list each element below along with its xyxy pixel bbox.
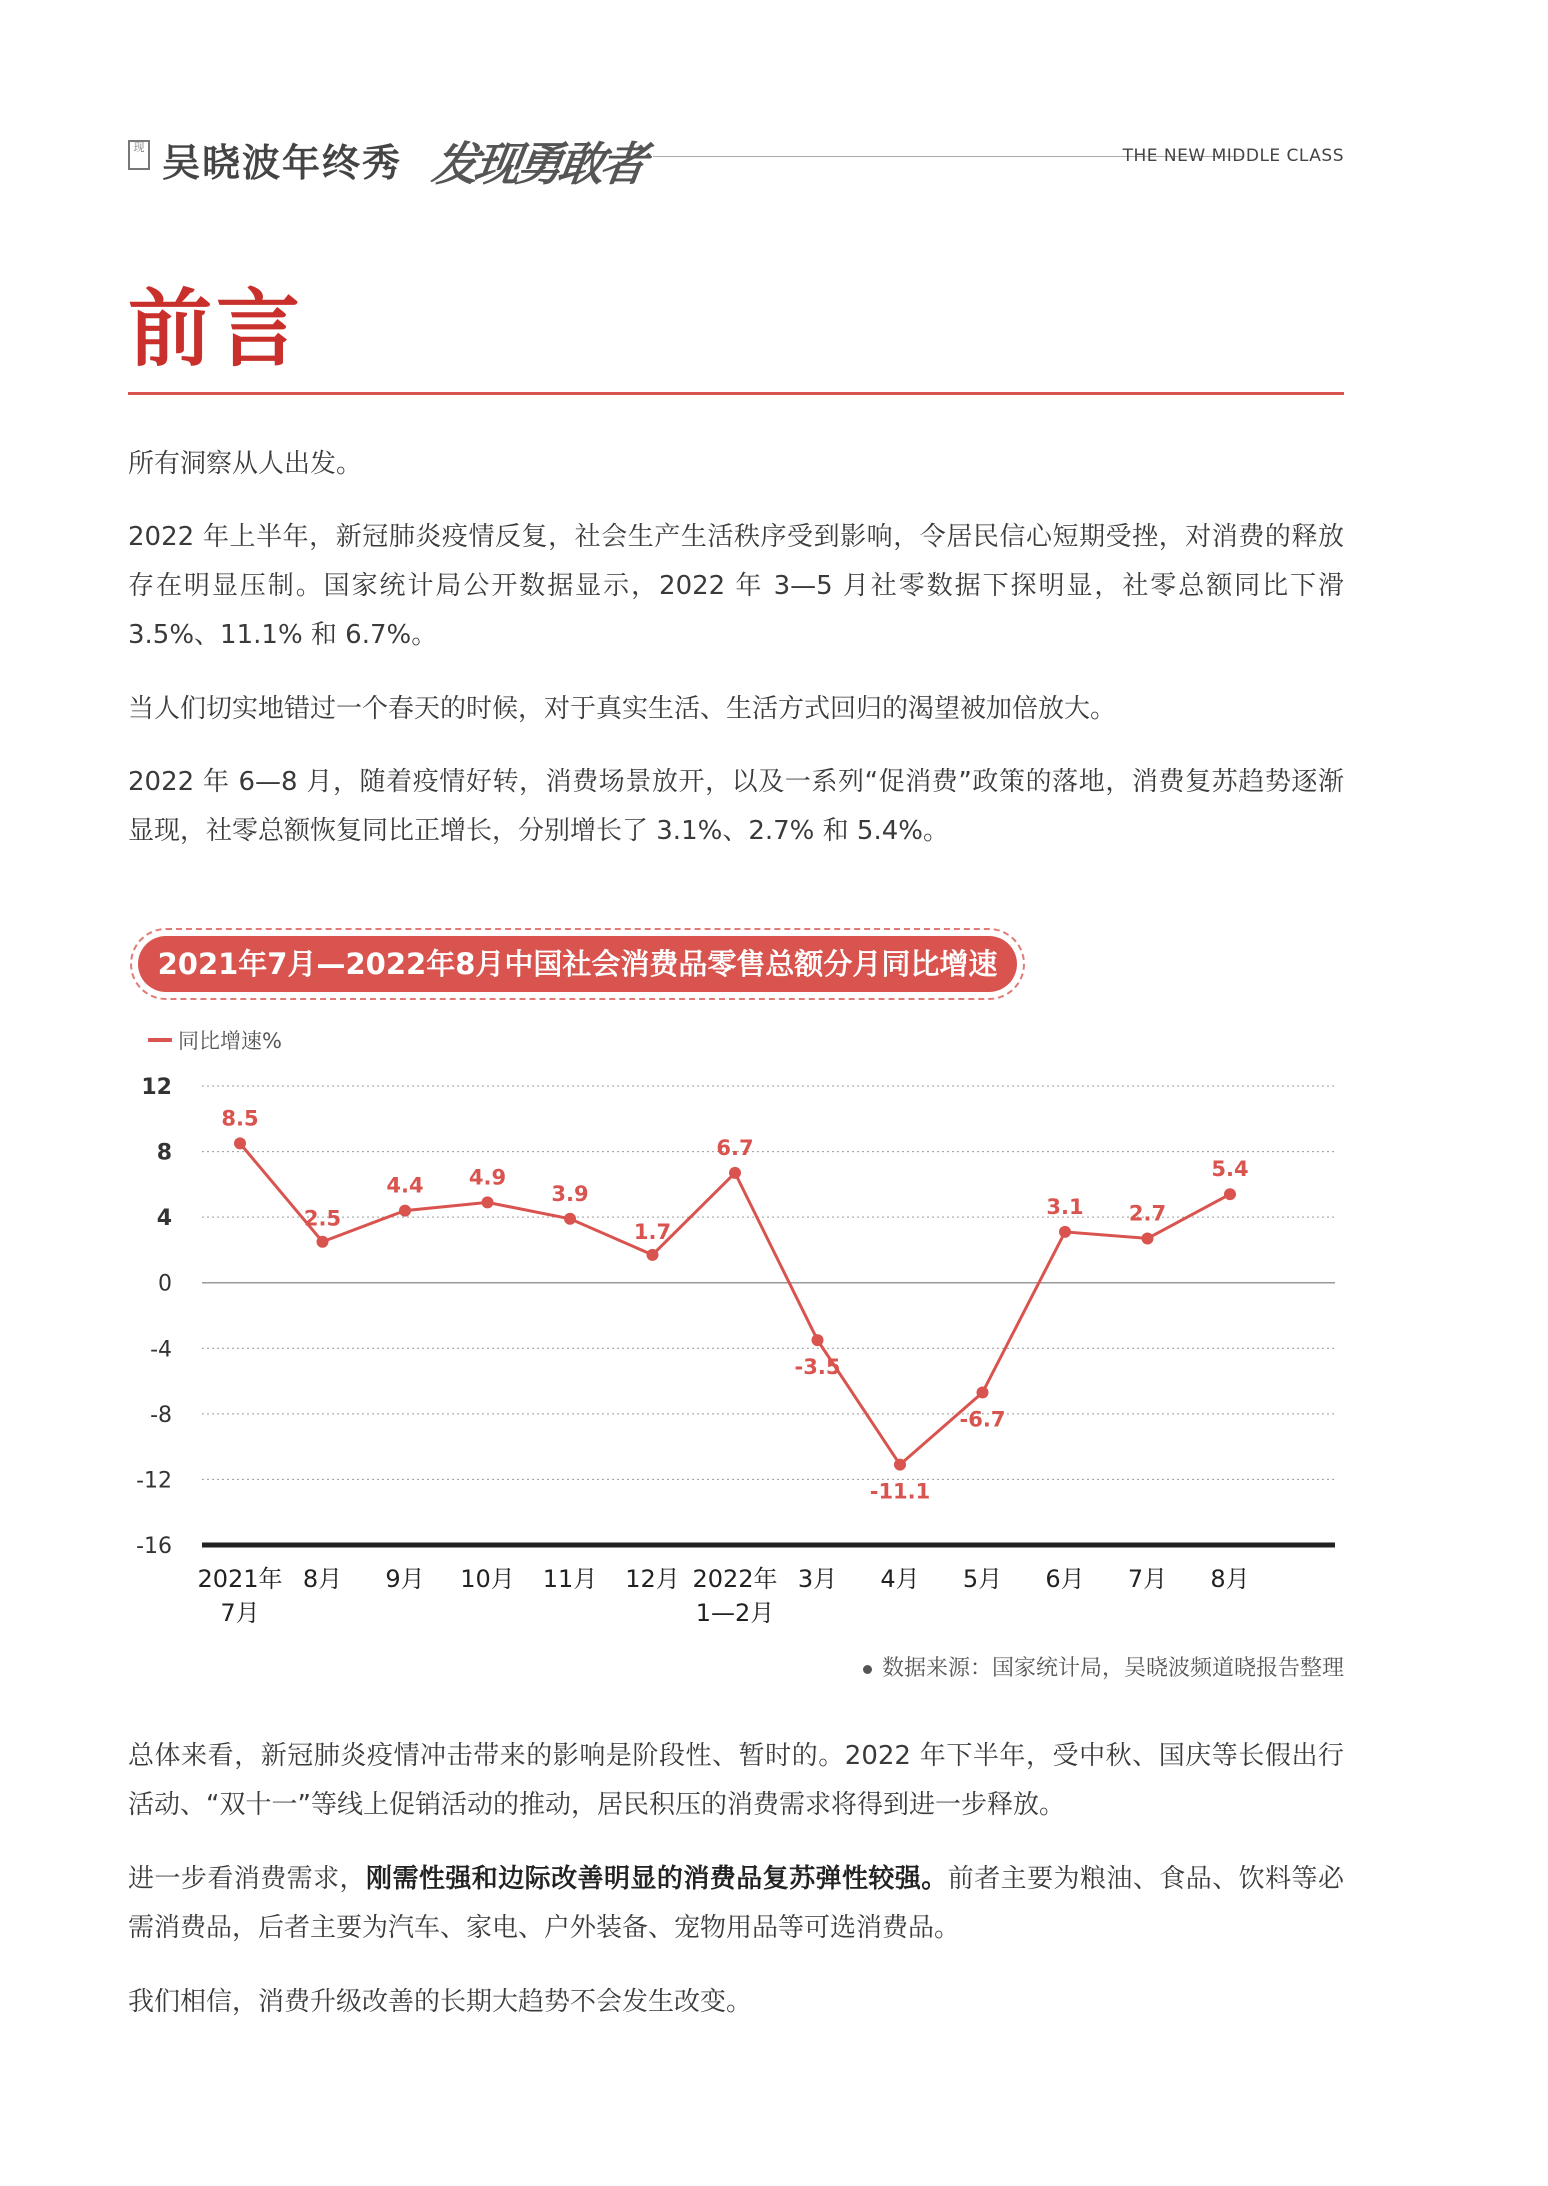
data-point [234,1137,246,1149]
x-tick-label: 4月 [880,1565,920,1593]
demand-intro: 进一步看消费需求， [128,1864,366,1894]
data-point [1224,1188,1236,1200]
x-tick-label: 10月 [460,1565,515,1593]
data-label: 8.5 [221,1106,259,1131]
x-tick-label: 2021年 [197,1565,283,1593]
x-tick-label: 3月 [797,1565,838,1593]
y-tick-label: 0 [158,1271,172,1297]
data-label: 5.4 [1211,1157,1249,1182]
y-tick-label: 4 [156,1206,172,1232]
bullet-icon [863,1665,872,1674]
paragraph-demand [128,1855,1344,1953]
data-label: 3.1 [1046,1194,1084,1219]
paragraph-intro: 所有洞察从人出发。 [128,449,363,479]
data-point [482,1196,494,1208]
data-point [812,1334,824,1346]
y-tick-label: -4 [150,1337,172,1363]
data-label: 6.7 [716,1135,754,1160]
header-english-tagline: THE NEW MIDDLE CLASS [1122,146,1344,166]
paragraph-recovery: 2022 年 6—8 月，随着疫情好转，消费场景放开，以及一系列“促消费”政策的落地，消费复苏趋势逐渐显现，社零总额恢复同比正增长，分别增长了 3.1%、2.7% 和 5.4%。 [128,767,1344,846]
paragraph-first-half: 2022 年上半年，新冠肺炎疫情反复，社会生产生活秩序受到影响，令居民信心短期受挫，对消费的释放存在明显压制。国家统计局公开数据显示，2022 年 3—5 月社零数据下探明显，社零总额同比下滑 3.5%、11.1% 和 6.7%。 [128,522,1344,650]
data-point [564,1213,576,1225]
data-point [894,1459,906,1471]
source-text: 数据来源：国家统计局，吴晓波频道晓报告整理 [881,1656,1344,1681]
data-point [317,1236,329,1248]
paragraph-belief: 我们相信，消费升级改善的长期大趋势不会发生改变。 [128,1987,753,2017]
page-title: 前言 [128,280,305,378]
data-label: 2.7 [1128,1201,1167,1226]
paragraph-spring: 当人们切实地错过一个春天的时候，对于真实生活、生活方式回归的渴望被加倍放大。 [128,694,1117,724]
x-tick-label: 6月 [1045,1565,1085,1593]
data-label: 3.9 [551,1181,589,1206]
paragraph-outlook: 总体来看，新冠肺炎疫情冲击带来的影响是阶段性、暂时的。2022 年下半年，受中秋、国庆等长假出行活动、“双十一”等线上促销活动的推动，居民积压的消费需求将得到进一步释放。 [128,1741,1344,1820]
data-point [399,1205,411,1217]
y-tick-label: -12 [136,1468,172,1494]
data-label: -6.7 [959,1407,1006,1432]
data-point [977,1387,989,1399]
data-label: 4.9 [468,1165,507,1190]
data-point [647,1249,659,1261]
logo-badge: 现 [128,140,150,170]
demand-highlight: 刚需性强和边际改善明显的消费品复苏弹性较强。 [366,1864,948,1894]
data-point [1059,1226,1071,1238]
x-tick-label: 11月 [542,1565,598,1593]
legend-label: 同比增速% [178,1029,282,1053]
data-label: 1.7 [633,1219,672,1244]
y-tick-label: -16 [136,1534,172,1559]
data-label: 4.4 [386,1173,424,1198]
brand-title: 吴晓波年终秀 [162,141,403,185]
y-tick-label: -8 [150,1402,172,1428]
x-tick-label: 12月 [625,1565,680,1593]
data-label: 2.5 [303,1206,342,1231]
x-tick-label: 2022年 [692,1565,778,1593]
x-tick-label: 7月 [220,1599,260,1627]
y-tick-label: 12 [141,1075,172,1100]
data-point [1142,1232,1154,1244]
retail-sales-line-chart [130,1020,1350,1650]
x-tick-label: 1—2月 [695,1599,775,1627]
x-tick-label: 8月 [302,1565,343,1593]
data-label: -11.1 [869,1479,931,1504]
data-point [729,1167,741,1179]
chart-title-banner [130,928,1025,1000]
page-header [128,128,1344,191]
demand-detail: 前者主要为粮油、食品、饮料等必需消费品，后者主要为汽车、家电、户外装备、宠物用品等可选消费品。 [128,1864,1344,1943]
y-tick-label: 8 [156,1140,172,1166]
x-tick-label: 9月 [385,1565,425,1593]
title-divider [128,392,1344,395]
x-tick-label: 8月 [1210,1565,1250,1593]
x-tick-label: 5月 [962,1565,1003,1593]
data-label: -3.5 [794,1355,841,1380]
calligraphy-logo: 发现勇敢者 [428,137,647,191]
x-tick-label: 7月 [1127,1565,1168,1593]
source-note [863,1651,1344,1682]
chart-title: 2021年7月—2022年8月中国社会消费品零售总额分月同比增速 [138,936,1017,992]
